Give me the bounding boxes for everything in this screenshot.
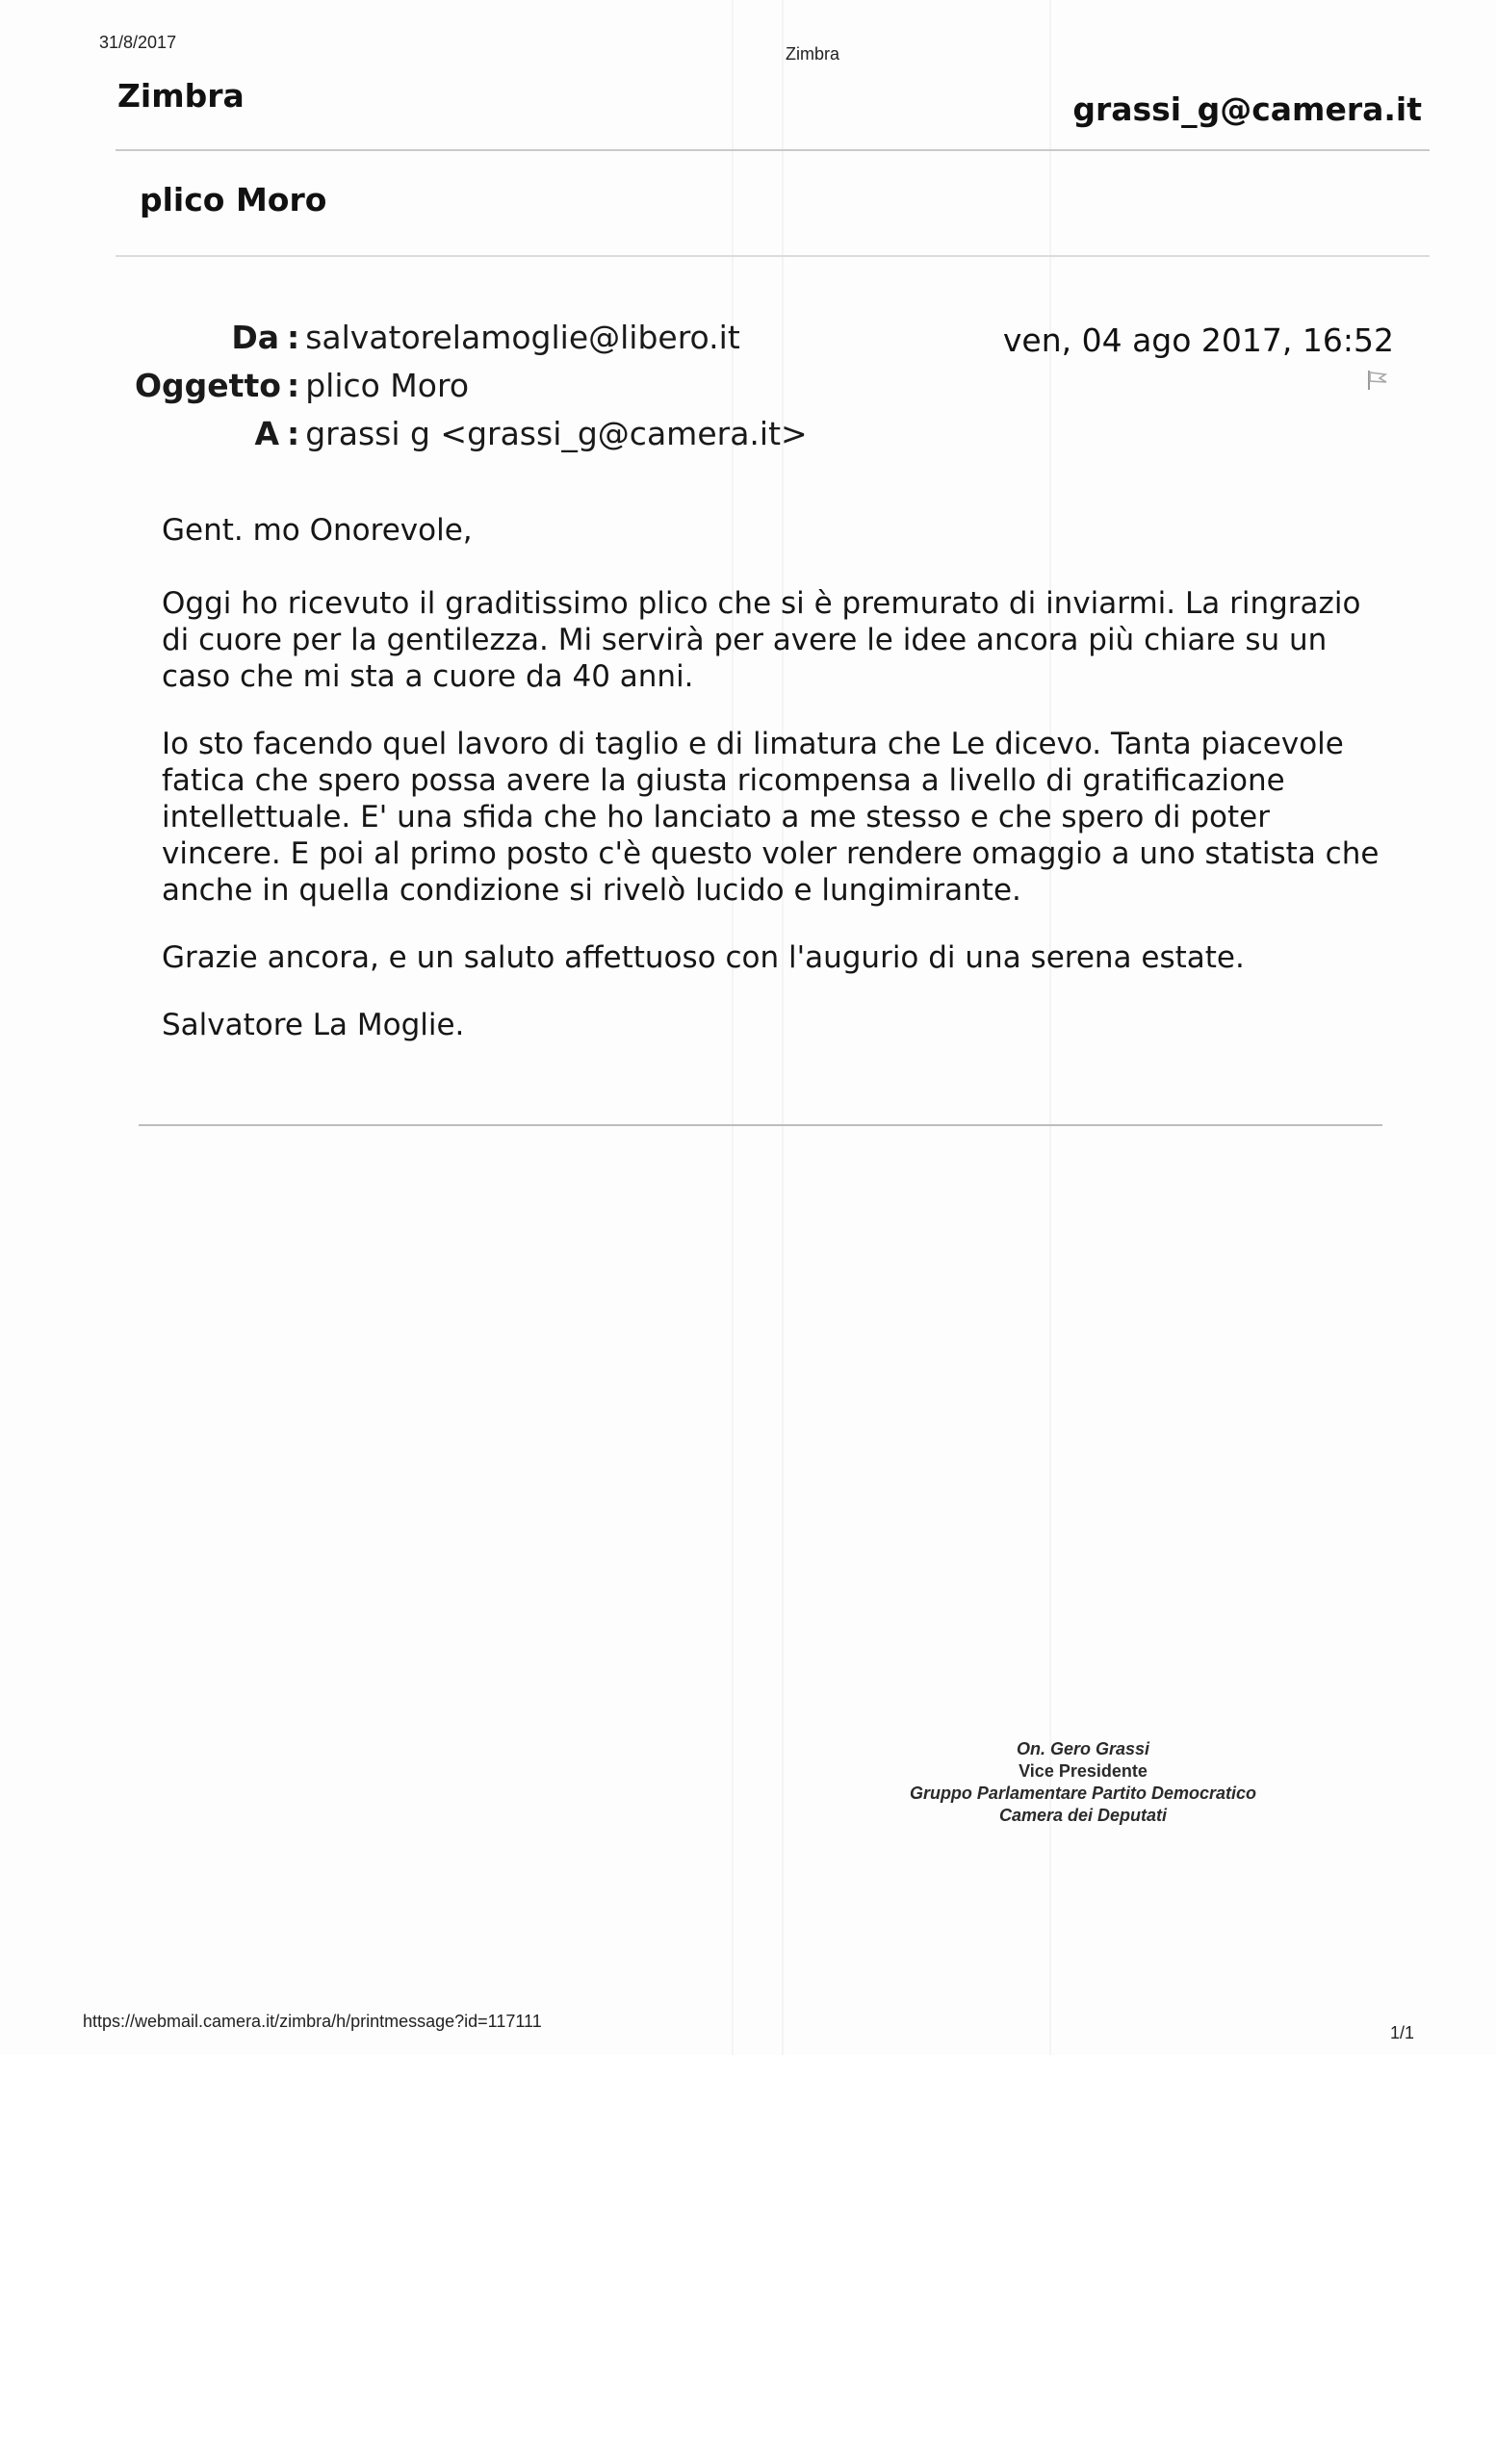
stamp-group: Gruppo Parlamentare Partito Democratico	[909, 1784, 1257, 1803]
print-title: Zimbra	[786, 44, 840, 64]
label-separator: :	[287, 319, 300, 356]
message-date: ven, 04 ago 2017, 16:52	[1002, 321, 1394, 359]
stamp-institution: Camera dei Deputati	[998, 1806, 1168, 1825]
message-header	[135, 314, 808, 458]
user-email: grassi_g@camera.it	[1072, 90, 1422, 128]
from-row	[135, 314, 808, 362]
body-paragraph: Oggi ho ricevuto il graditissimo plico che si è premurato di inviarmi. La ringrazio di cuore per la gentilezza. Mi servirà per avere le idee ancora più chiare su un caso che mi sta a cuore da 40 anni.	[162, 586, 1361, 694]
from-label: Da	[231, 319, 279, 356]
to-label: A	[254, 415, 279, 452]
divider	[116, 255, 1430, 257]
to-row	[135, 410, 808, 458]
subject-row	[135, 362, 808, 410]
stamp-role: Vice Presidente	[1019, 1761, 1148, 1781]
official-stamp	[871, 1738, 1295, 1827]
app-brand: Zimbra	[117, 77, 245, 115]
stamp-name: On. Gero Grassi	[1016, 1739, 1150, 1758]
label-separator: :	[287, 415, 300, 452]
print-date: 31/8/2017	[99, 33, 177, 52]
body-greeting: Gent. mo Onorevole,	[162, 513, 473, 548]
body-signature: Salvatore La Moglie.	[162, 1008, 465, 1042]
body-paragraph: Grazie ancora, e un saluto affettuoso con l'augurio di una serena estate.	[162, 940, 1245, 975]
to-value: grassi g <grassi_g@camera.it>	[305, 415, 808, 452]
print-url: https://webmail.camera.it/zimbra/h/printmessage?id=117111	[83, 2012, 542, 2031]
message-body	[162, 512, 1384, 1043]
body-paragraph: Io sto facendo quel lavoro di taglio e di limatura che Le dicevo. Tanta piacevole fatica che spero possa avere la giusta ricompensa a livello di gratificazione intellettuale. E' una sfida che ho lanciato a me stesso e che spero di poter vincere. E poi al primo posto c'è questo voler rendere omaggio a uno statista che anche in quella condizione si rivelò lucido e lungimirante.	[162, 727, 1380, 908]
subject-value: plico Moro	[305, 367, 470, 404]
flag-icon	[1366, 370, 1391, 391]
subject-label: Oggetto	[135, 367, 281, 404]
page-number: 1/1	[1390, 2023, 1415, 2042]
divider	[139, 1124, 1382, 1126]
label-separator: :	[287, 367, 300, 404]
message-subject-heading: plico Moro	[140, 181, 327, 218]
divider	[116, 149, 1430, 151]
from-value: salvatorelamoglie@libero.it	[305, 319, 740, 356]
